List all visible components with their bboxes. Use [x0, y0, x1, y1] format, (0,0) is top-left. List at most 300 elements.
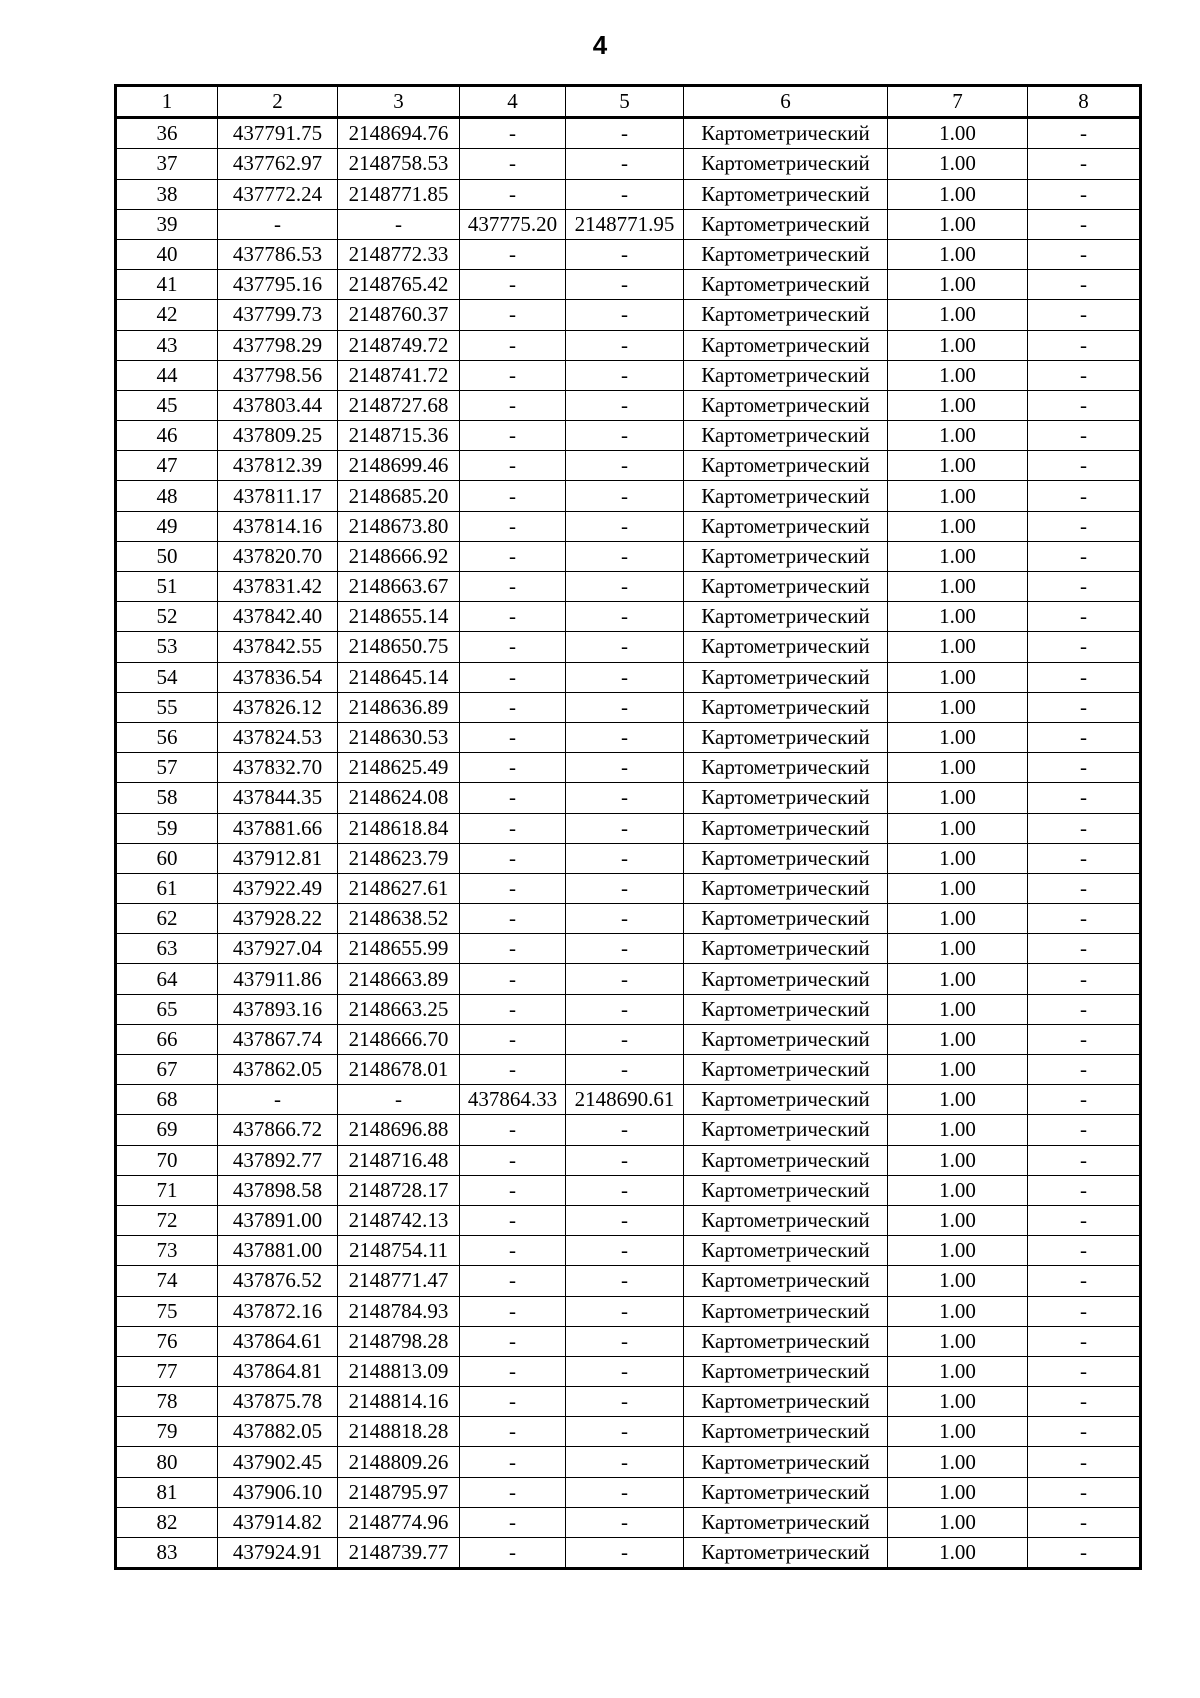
accuracy-cell: 1.00 — [888, 632, 1028, 662]
table-row — [116, 632, 1141, 662]
method-cell: Картометрический — [684, 934, 888, 964]
new-x-coordinate-cell: - — [460, 934, 566, 964]
accuracy-cell: 1.00 — [888, 843, 1028, 873]
accuracy-cell: 1.00 — [888, 692, 1028, 722]
new-y-coordinate-cell: - — [566, 239, 684, 269]
y-coordinate-cell: 2148728.17 — [338, 1175, 460, 1205]
x-coordinate-cell: 437866.72 — [218, 1115, 338, 1145]
x-coordinate-cell: 437820.70 — [218, 541, 338, 571]
y-coordinate-cell: 2148625.49 — [338, 753, 460, 783]
table-row — [116, 572, 1141, 602]
x-coordinate-cell: 437836.54 — [218, 662, 338, 692]
accuracy-cell: 1.00 — [888, 118, 1028, 149]
description-cell: - — [1028, 541, 1141, 571]
description-cell: - — [1028, 1115, 1141, 1145]
x-coordinate-cell: 437881.66 — [218, 813, 338, 843]
new-x-coordinate-cell: - — [460, 1296, 566, 1326]
method-cell: Картометрический — [684, 390, 888, 420]
new-x-coordinate-cell: - — [460, 1387, 566, 1417]
x-coordinate-cell: 437875.78 — [218, 1387, 338, 1417]
y-coordinate-cell: 2148739.77 — [338, 1538, 460, 1569]
new-y-coordinate-cell: - — [566, 1356, 684, 1386]
accuracy-cell: 1.00 — [888, 511, 1028, 541]
table-row — [116, 1236, 1141, 1266]
new-x-coordinate-cell: - — [460, 783, 566, 813]
new-y-coordinate-cell: - — [566, 873, 684, 903]
y-coordinate-cell: 2148814.16 — [338, 1387, 460, 1417]
x-coordinate-cell: 437876.52 — [218, 1266, 338, 1296]
page-number: 4 — [592, 30, 608, 60]
method-cell: Картометрический — [684, 753, 888, 783]
point-number-cell: 63 — [116, 934, 218, 964]
accuracy-cell: 1.00 — [888, 421, 1028, 451]
method-cell: Картометрический — [684, 1326, 888, 1356]
new-x-coordinate-cell: - — [460, 722, 566, 752]
new-y-coordinate-cell: - — [566, 934, 684, 964]
point-number-cell: 56 — [116, 722, 218, 752]
point-number-cell: 49 — [116, 511, 218, 541]
accuracy-cell: 1.00 — [888, 1266, 1028, 1296]
table-row — [116, 1055, 1141, 1085]
method-cell: Картометрический — [684, 481, 888, 511]
point-number-cell: 69 — [116, 1115, 218, 1145]
description-cell: - — [1028, 662, 1141, 692]
description-cell: - — [1028, 1024, 1141, 1054]
new-x-coordinate-cell: - — [460, 1326, 566, 1356]
x-coordinate-cell: 437798.56 — [218, 360, 338, 390]
y-coordinate-cell: 2148765.42 — [338, 270, 460, 300]
y-coordinate-cell: 2148696.88 — [338, 1115, 460, 1145]
accuracy-cell: 1.00 — [888, 1236, 1028, 1266]
accuracy-cell: 1.00 — [888, 1024, 1028, 1054]
y-coordinate-cell: 2148655.14 — [338, 602, 460, 632]
method-cell: Картометрический — [684, 813, 888, 843]
new-x-coordinate-cell: - — [460, 421, 566, 451]
table-row — [116, 1145, 1141, 1175]
new-y-coordinate-cell: - — [566, 451, 684, 481]
table-row — [116, 239, 1141, 269]
point-number-cell: 45 — [116, 390, 218, 420]
new-y-coordinate-cell: - — [566, 1055, 684, 1085]
accuracy-cell: 1.00 — [888, 1447, 1028, 1477]
y-coordinate-cell: 2148727.68 — [338, 390, 460, 420]
y-coordinate-cell: 2148655.99 — [338, 934, 460, 964]
table-row — [116, 1507, 1141, 1537]
point-number-cell: 65 — [116, 994, 218, 1024]
new-y-coordinate-cell: - — [566, 662, 684, 692]
description-cell: - — [1028, 1326, 1141, 1356]
accuracy-cell: 1.00 — [888, 541, 1028, 571]
y-coordinate-cell: 2148624.08 — [338, 783, 460, 813]
new-x-coordinate-cell: - — [460, 1205, 566, 1235]
y-coordinate-cell: 2148630.53 — [338, 722, 460, 752]
x-coordinate-cell: - — [218, 1085, 338, 1115]
accuracy-cell: 1.00 — [888, 1477, 1028, 1507]
point-number-cell: 79 — [116, 1417, 218, 1447]
x-coordinate-cell: 437795.16 — [218, 270, 338, 300]
method-cell: Картометрический — [684, 722, 888, 752]
method-cell: Картометрический — [684, 602, 888, 632]
x-coordinate-cell: 437892.77 — [218, 1145, 338, 1175]
method-cell: Картометрический — [684, 451, 888, 481]
new-y-coordinate-cell: - — [566, 722, 684, 752]
description-cell: - — [1028, 1387, 1141, 1417]
y-coordinate-cell: 2148638.52 — [338, 904, 460, 934]
method-cell: Картометрический — [684, 270, 888, 300]
method-cell: Картометрический — [684, 1085, 888, 1115]
description-cell: - — [1028, 964, 1141, 994]
y-coordinate-cell: 2148754.11 — [338, 1236, 460, 1266]
new-x-coordinate-cell: - — [460, 1417, 566, 1447]
description-cell: - — [1028, 451, 1141, 481]
method-cell: Картометрический — [684, 994, 888, 1024]
table-row — [116, 602, 1141, 632]
x-coordinate-cell: 437872.16 — [218, 1296, 338, 1326]
new-y-coordinate-cell: - — [566, 1507, 684, 1537]
accuracy-cell: 1.00 — [888, 1296, 1028, 1326]
x-coordinate-cell: 437762.97 — [218, 149, 338, 179]
point-number-cell: 36 — [116, 118, 218, 149]
description-cell: - — [1028, 1507, 1141, 1537]
new-y-coordinate-cell: - — [566, 1236, 684, 1266]
description-cell: - — [1028, 481, 1141, 511]
description-cell: - — [1028, 904, 1141, 934]
description-cell: - — [1028, 330, 1141, 360]
y-coordinate-cell: - — [338, 209, 460, 239]
x-coordinate-cell: 437893.16 — [218, 994, 338, 1024]
new-x-coordinate-cell: - — [460, 692, 566, 722]
y-coordinate-cell: 2148636.89 — [338, 692, 460, 722]
table-row — [116, 179, 1141, 209]
new-y-coordinate-cell: - — [566, 1417, 684, 1447]
point-number-cell: 78 — [116, 1387, 218, 1417]
description-cell: - — [1028, 179, 1141, 209]
column-header-7: 7 — [888, 86, 1028, 118]
x-coordinate-cell: 437867.74 — [218, 1024, 338, 1054]
new-x-coordinate-cell: - — [460, 300, 566, 330]
y-coordinate-cell: 2148685.20 — [338, 481, 460, 511]
new-x-coordinate-cell: - — [460, 1538, 566, 1569]
y-coordinate-cell: 2148666.70 — [338, 1024, 460, 1054]
x-coordinate-cell: 437842.55 — [218, 632, 338, 662]
x-coordinate-cell: 437786.53 — [218, 239, 338, 269]
new-x-coordinate-cell: - — [460, 360, 566, 390]
new-y-coordinate-cell: - — [566, 1024, 684, 1054]
table-row — [116, 994, 1141, 1024]
y-coordinate-cell: 2148742.13 — [338, 1205, 460, 1235]
description-cell: - — [1028, 270, 1141, 300]
new-y-coordinate-cell: - — [566, 421, 684, 451]
table-row — [116, 1266, 1141, 1296]
y-coordinate-cell: 2148741.72 — [338, 360, 460, 390]
method-cell: Картометрический — [684, 239, 888, 269]
point-number-cell: 44 — [116, 360, 218, 390]
table-row — [116, 149, 1141, 179]
x-coordinate-cell: 437924.91 — [218, 1538, 338, 1569]
new-x-coordinate-cell: 437864.33 — [460, 1085, 566, 1115]
description-cell: - — [1028, 1145, 1141, 1175]
y-coordinate-cell: 2148818.28 — [338, 1417, 460, 1447]
x-coordinate-cell: 437824.53 — [218, 722, 338, 752]
x-coordinate-cell: 437902.45 — [218, 1447, 338, 1477]
new-y-coordinate-cell: - — [566, 994, 684, 1024]
description-cell: - — [1028, 843, 1141, 873]
method-cell: Картометрический — [684, 1356, 888, 1386]
table-row — [116, 753, 1141, 783]
method-cell: Картометрический — [684, 1175, 888, 1205]
table-row — [116, 1387, 1141, 1417]
accuracy-cell: 1.00 — [888, 1115, 1028, 1145]
accuracy-cell: 1.00 — [888, 964, 1028, 994]
accuracy-cell: 1.00 — [888, 360, 1028, 390]
point-number-cell: 51 — [116, 572, 218, 602]
new-x-coordinate-cell: - — [460, 451, 566, 481]
y-coordinate-cell: - — [338, 1085, 460, 1115]
method-cell: Картометрический — [684, 1205, 888, 1235]
accuracy-cell: 1.00 — [888, 1326, 1028, 1356]
accuracy-cell: 1.00 — [888, 179, 1028, 209]
method-cell: Картометрический — [684, 360, 888, 390]
point-number-cell: 62 — [116, 904, 218, 934]
table-row — [116, 904, 1141, 934]
x-coordinate-cell: 437831.42 — [218, 572, 338, 602]
table-row — [116, 1115, 1141, 1145]
point-number-cell: 59 — [116, 813, 218, 843]
new-y-coordinate-cell: - — [566, 541, 684, 571]
point-number-cell: 75 — [116, 1296, 218, 1326]
accuracy-cell: 1.00 — [888, 813, 1028, 843]
new-x-coordinate-cell: - — [460, 813, 566, 843]
y-coordinate-cell: 2148772.33 — [338, 239, 460, 269]
y-coordinate-cell: 2148699.46 — [338, 451, 460, 481]
point-number-cell: 48 — [116, 481, 218, 511]
description-cell: - — [1028, 1296, 1141, 1326]
new-x-coordinate-cell: - — [460, 118, 566, 149]
accuracy-cell: 1.00 — [888, 753, 1028, 783]
description-cell: - — [1028, 1085, 1141, 1115]
accuracy-cell: 1.00 — [888, 270, 1028, 300]
new-x-coordinate-cell: - — [460, 390, 566, 420]
new-x-coordinate-cell: - — [460, 873, 566, 903]
description-cell: - — [1028, 722, 1141, 752]
point-number-cell: 46 — [116, 421, 218, 451]
x-coordinate-cell: 437911.86 — [218, 964, 338, 994]
point-number-cell: 43 — [116, 330, 218, 360]
new-y-coordinate-cell: 2148690.61 — [566, 1085, 684, 1115]
accuracy-cell: 1.00 — [888, 300, 1028, 330]
point-number-cell: 41 — [116, 270, 218, 300]
accuracy-cell: 1.00 — [888, 1055, 1028, 1085]
table-row — [116, 360, 1141, 390]
y-coordinate-cell: 2148716.48 — [338, 1145, 460, 1175]
description-cell: - — [1028, 209, 1141, 239]
new-y-coordinate-cell: - — [566, 1538, 684, 1569]
table-row — [116, 692, 1141, 722]
x-coordinate-cell: 437809.25 — [218, 421, 338, 451]
new-x-coordinate-cell: - — [460, 964, 566, 994]
x-coordinate-cell: 437832.70 — [218, 753, 338, 783]
description-cell: - — [1028, 602, 1141, 632]
new-y-coordinate-cell: - — [566, 1477, 684, 1507]
table-row — [116, 662, 1141, 692]
table-row — [116, 964, 1141, 994]
new-x-coordinate-cell: - — [460, 904, 566, 934]
y-coordinate-cell: 2148795.97 — [338, 1477, 460, 1507]
new-x-coordinate-cell: - — [460, 1024, 566, 1054]
new-y-coordinate-cell: - — [566, 1266, 684, 1296]
description-cell: - — [1028, 1477, 1141, 1507]
table-row — [116, 1538, 1141, 1569]
point-number-cell: 57 — [116, 753, 218, 783]
table-row — [116, 722, 1141, 752]
table-row — [116, 1326, 1141, 1356]
y-coordinate-cell: 2148760.37 — [338, 300, 460, 330]
new-y-coordinate-cell: - — [566, 753, 684, 783]
accuracy-cell: 1.00 — [888, 451, 1028, 481]
table-row — [116, 1356, 1141, 1386]
point-number-cell: 47 — [116, 451, 218, 481]
new-y-coordinate-cell: - — [566, 602, 684, 632]
description-cell: - — [1028, 1266, 1141, 1296]
accuracy-cell: 1.00 — [888, 662, 1028, 692]
coordinates-table — [114, 84, 1142, 1570]
method-cell: Картометрический — [684, 1266, 888, 1296]
new-y-coordinate-cell: - — [566, 300, 684, 330]
table-row — [116, 1477, 1141, 1507]
new-x-coordinate-cell: - — [460, 511, 566, 541]
new-x-coordinate-cell: - — [460, 239, 566, 269]
method-cell: Картометрический — [684, 843, 888, 873]
method-cell: Картометрический — [684, 1387, 888, 1417]
description-cell: - — [1028, 511, 1141, 541]
accuracy-cell: 1.00 — [888, 783, 1028, 813]
table-body — [116, 118, 1141, 1569]
new-y-coordinate-cell: - — [566, 572, 684, 602]
method-cell: Картометрический — [684, 692, 888, 722]
description-cell: - — [1028, 994, 1141, 1024]
accuracy-cell: 1.00 — [888, 572, 1028, 602]
new-y-coordinate-cell: - — [566, 511, 684, 541]
table-row — [116, 421, 1141, 451]
method-cell: Картометрический — [684, 179, 888, 209]
new-x-coordinate-cell: - — [460, 632, 566, 662]
x-coordinate-cell: 437791.75 — [218, 118, 338, 149]
new-x-coordinate-cell: - — [460, 994, 566, 1024]
x-coordinate-cell: 437862.05 — [218, 1055, 338, 1085]
accuracy-cell: 1.00 — [888, 1387, 1028, 1417]
x-coordinate-cell: 437882.05 — [218, 1417, 338, 1447]
new-x-coordinate-cell: - — [460, 1477, 566, 1507]
method-cell: Картометрический — [684, 1115, 888, 1145]
description-cell: - — [1028, 1236, 1141, 1266]
description-cell: - — [1028, 1447, 1141, 1477]
accuracy-cell: 1.00 — [888, 1356, 1028, 1386]
new-x-coordinate-cell: - — [460, 1115, 566, 1145]
point-number-cell: 68 — [116, 1085, 218, 1115]
x-coordinate-cell: 437898.58 — [218, 1175, 338, 1205]
accuracy-cell: 1.00 — [888, 390, 1028, 420]
new-x-coordinate-cell: - — [460, 1055, 566, 1085]
x-coordinate-cell: 437927.04 — [218, 934, 338, 964]
description-cell: - — [1028, 360, 1141, 390]
table-row — [116, 390, 1141, 420]
description-cell: - — [1028, 118, 1141, 149]
new-y-coordinate-cell: - — [566, 692, 684, 722]
point-number-cell: 72 — [116, 1205, 218, 1235]
accuracy-cell: 1.00 — [888, 873, 1028, 903]
accuracy-cell: 1.00 — [888, 239, 1028, 269]
accuracy-cell: 1.00 — [888, 722, 1028, 752]
description-cell: - — [1028, 300, 1141, 330]
point-number-cell: 73 — [116, 1236, 218, 1266]
header-row — [116, 86, 1141, 118]
x-coordinate-cell: 437864.81 — [218, 1356, 338, 1386]
new-x-coordinate-cell: - — [460, 1447, 566, 1477]
new-y-coordinate-cell: - — [566, 149, 684, 179]
new-y-coordinate-cell: - — [566, 118, 684, 149]
accuracy-cell: 1.00 — [888, 1538, 1028, 1569]
description-cell: - — [1028, 873, 1141, 903]
new-x-coordinate-cell: - — [460, 602, 566, 632]
point-number-cell: 80 — [116, 1447, 218, 1477]
point-number-cell: 52 — [116, 602, 218, 632]
method-cell: Картометрический — [684, 149, 888, 179]
column-header-6: 6 — [684, 86, 888, 118]
x-coordinate-cell: 437922.49 — [218, 873, 338, 903]
table-row — [116, 1175, 1141, 1205]
method-cell: Картометрический — [684, 1447, 888, 1477]
new-x-coordinate-cell: - — [460, 1266, 566, 1296]
method-cell: Картометрический — [684, 1236, 888, 1266]
point-number-cell: 64 — [116, 964, 218, 994]
table-row — [116, 1417, 1141, 1447]
accuracy-cell: 1.00 — [888, 481, 1028, 511]
point-number-cell: 70 — [116, 1145, 218, 1175]
new-y-coordinate-cell: - — [566, 1447, 684, 1477]
x-coordinate-cell: 437811.17 — [218, 481, 338, 511]
x-coordinate-cell: 437891.00 — [218, 1205, 338, 1235]
new-x-coordinate-cell: - — [460, 662, 566, 692]
x-coordinate-cell: 437799.73 — [218, 300, 338, 330]
y-coordinate-cell: 2148809.26 — [338, 1447, 460, 1477]
accuracy-cell: 1.00 — [888, 149, 1028, 179]
table-row — [116, 1024, 1141, 1054]
accuracy-cell: 1.00 — [888, 1175, 1028, 1205]
new-x-coordinate-cell: - — [460, 149, 566, 179]
method-cell: Картометрический — [684, 1477, 888, 1507]
x-coordinate-cell: 437814.16 — [218, 511, 338, 541]
new-y-coordinate-cell: - — [566, 1205, 684, 1235]
point-number-cell: 74 — [116, 1266, 218, 1296]
accuracy-cell: 1.00 — [888, 1085, 1028, 1115]
y-coordinate-cell: 2148663.25 — [338, 994, 460, 1024]
column-header-2: 2 — [218, 86, 338, 118]
y-coordinate-cell: 2148673.80 — [338, 511, 460, 541]
description-cell: - — [1028, 632, 1141, 662]
new-x-coordinate-cell: - — [460, 270, 566, 300]
method-cell: Картометрический — [684, 300, 888, 330]
y-coordinate-cell: 2148813.09 — [338, 1356, 460, 1386]
new-y-coordinate-cell: - — [566, 179, 684, 209]
column-header-5: 5 — [566, 86, 684, 118]
new-x-coordinate-cell: - — [460, 481, 566, 511]
new-y-coordinate-cell: - — [566, 904, 684, 934]
new-y-coordinate-cell: - — [566, 481, 684, 511]
y-coordinate-cell: 2148678.01 — [338, 1055, 460, 1085]
description-cell: - — [1028, 1175, 1141, 1205]
y-coordinate-cell: 2148663.89 — [338, 964, 460, 994]
method-cell: Картометрический — [684, 572, 888, 602]
